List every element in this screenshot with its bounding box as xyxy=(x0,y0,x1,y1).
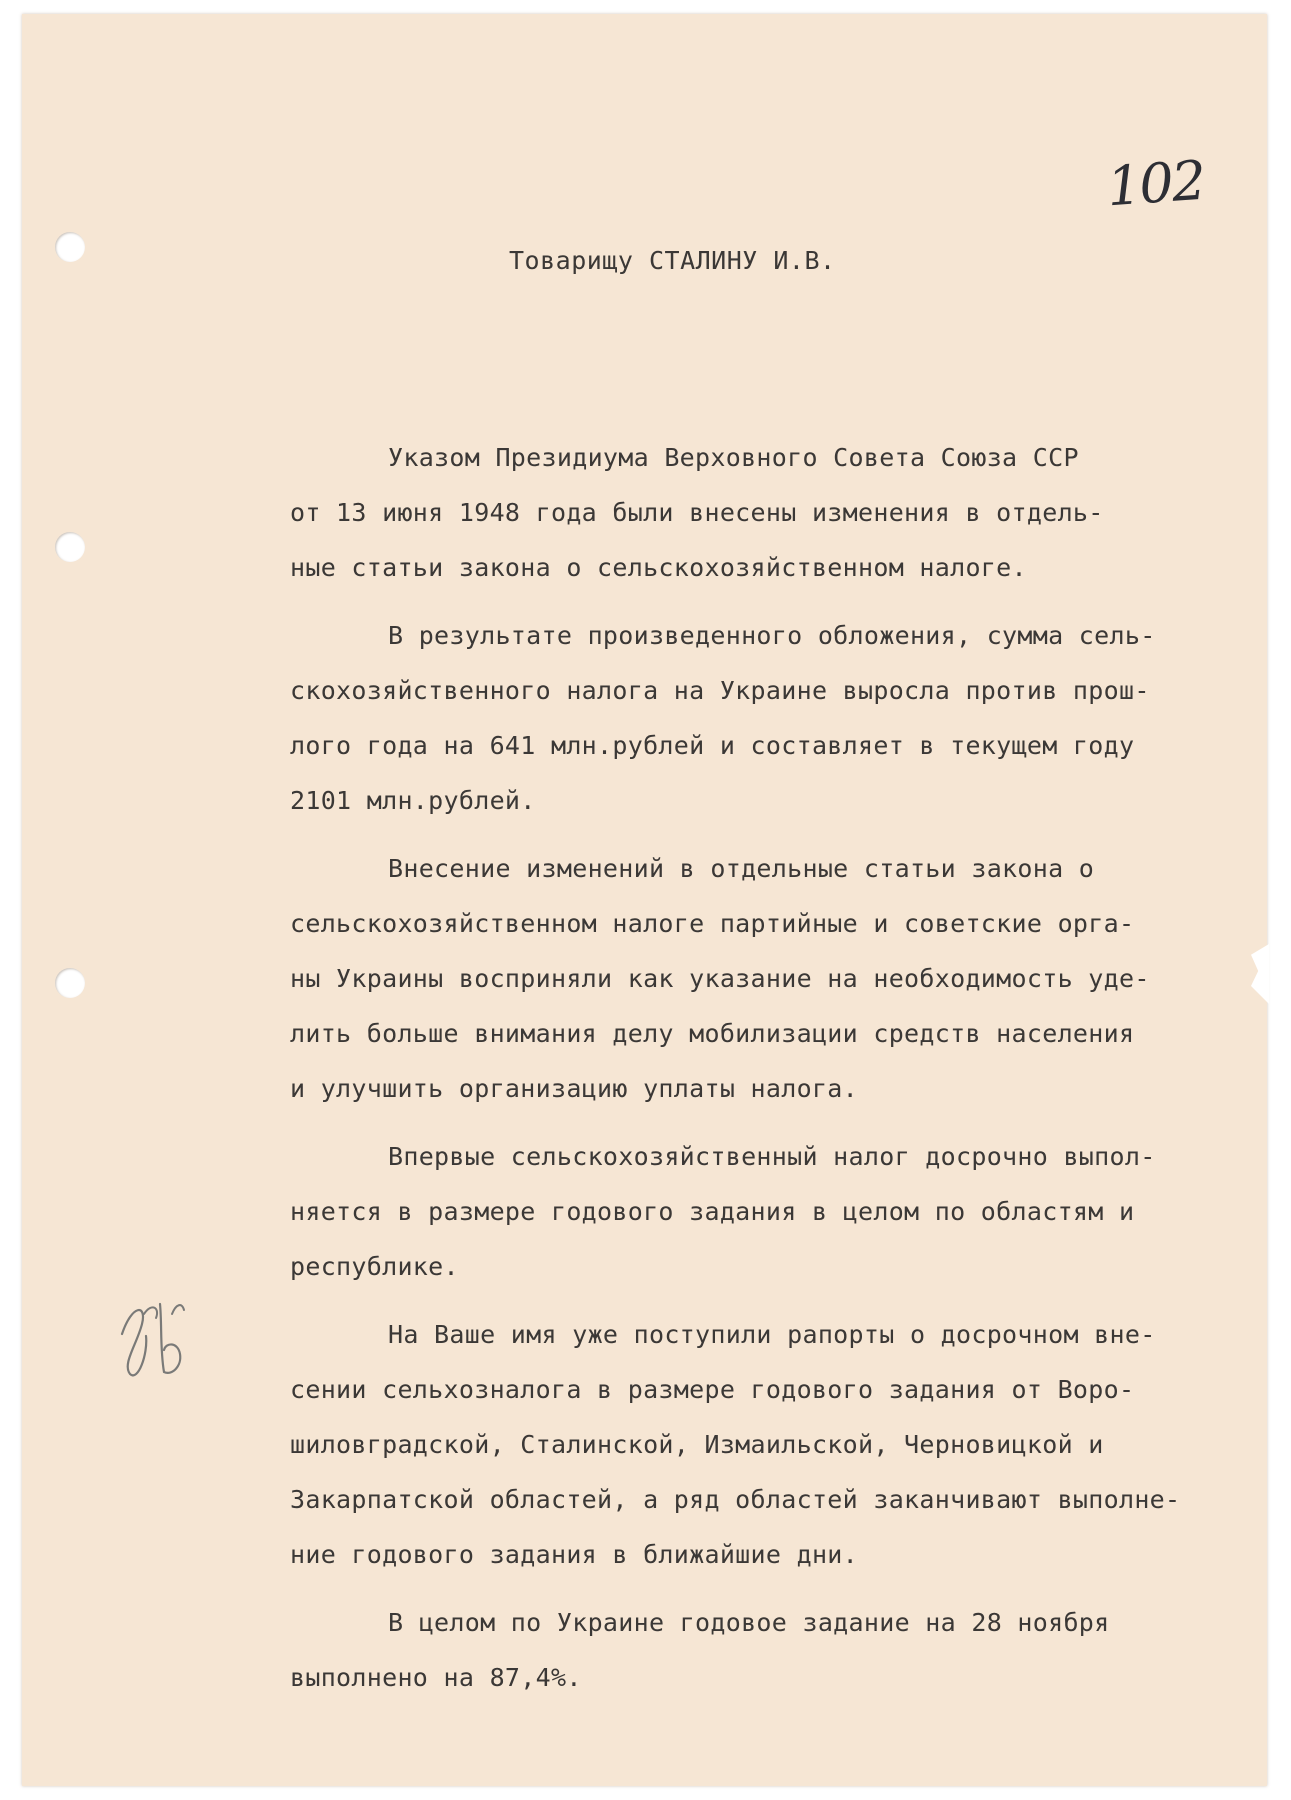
paragraph xyxy=(290,1595,1250,1705)
paragraph xyxy=(290,608,1250,828)
addressee-line: Товарищу СТАЛИНУ И.В. xyxy=(509,246,836,275)
punch-hole xyxy=(55,968,85,998)
text-line: ние годового задания в ближайшие дни. xyxy=(290,1540,858,1569)
text-line: сельскохозяйственном налоге партийные и советские орга- xyxy=(290,909,1135,938)
text-line: выполнено на 87,4%. xyxy=(290,1663,582,1692)
text-line: и улучшить организацию уплаты налога. xyxy=(290,1074,858,1103)
paragraph xyxy=(290,1307,1250,1582)
text-line: В целом по Украине годовое задание на 28 ноября xyxy=(388,1608,1110,1637)
text-line: лить больше внимания делу мобилизации средств населения xyxy=(290,1019,1135,1048)
punch-hole xyxy=(55,232,85,262)
text-line: ны Украины восприняли как указание на необходимость уде- xyxy=(290,964,1150,993)
folio-number: 102 xyxy=(1104,148,1207,219)
text-line: Впервые сельскохозяйственный налог досрочно выпол- xyxy=(388,1142,1156,1171)
text-line: 2101 млн.рублей. xyxy=(290,786,536,815)
document-page xyxy=(22,14,1267,1786)
text-line: Внесение изменений в отдельные статьи закона о xyxy=(388,854,1095,883)
text-line: шиловградской, Сталинской, Измаильской, Черновицкой и xyxy=(290,1430,1104,1459)
text-line: от 13 июня 1948 года были внесены изменения в отдель- xyxy=(290,498,1104,527)
text-line: ные статьи закона о сельскохозяйственном налоге. xyxy=(290,553,1027,582)
paragraph xyxy=(290,1129,1250,1294)
text-line: сении сельхозналога в размере годового задания от Воро- xyxy=(290,1375,1135,1404)
text-line: республике. xyxy=(290,1252,459,1281)
pencil-signature xyxy=(102,1274,212,1384)
text-line: В результате произведенного обложения, сумма сель- xyxy=(388,621,1156,650)
text-line: Закарпатской областей, а ряд областей заканчивают выполне- xyxy=(290,1485,1181,1514)
letter-body xyxy=(290,430,1250,1718)
text-line: Указом Президиума Верховного Совета Союза ССР xyxy=(388,443,1079,472)
text-line: скохозяйственного налога на Украине выросла против прош- xyxy=(290,676,1150,705)
text-line: няется в размере годового задания в целом по областям и xyxy=(290,1197,1135,1226)
text-line: На Ваше имя уже поступили рапорты о досрочном вне- xyxy=(388,1320,1156,1349)
paragraph xyxy=(290,841,1250,1116)
punch-hole xyxy=(55,532,85,562)
text-line: лого года на 641 млн.рублей и составляет в текущем году xyxy=(290,731,1135,760)
paragraph xyxy=(290,430,1250,595)
torn-edge xyxy=(1251,944,1269,1004)
